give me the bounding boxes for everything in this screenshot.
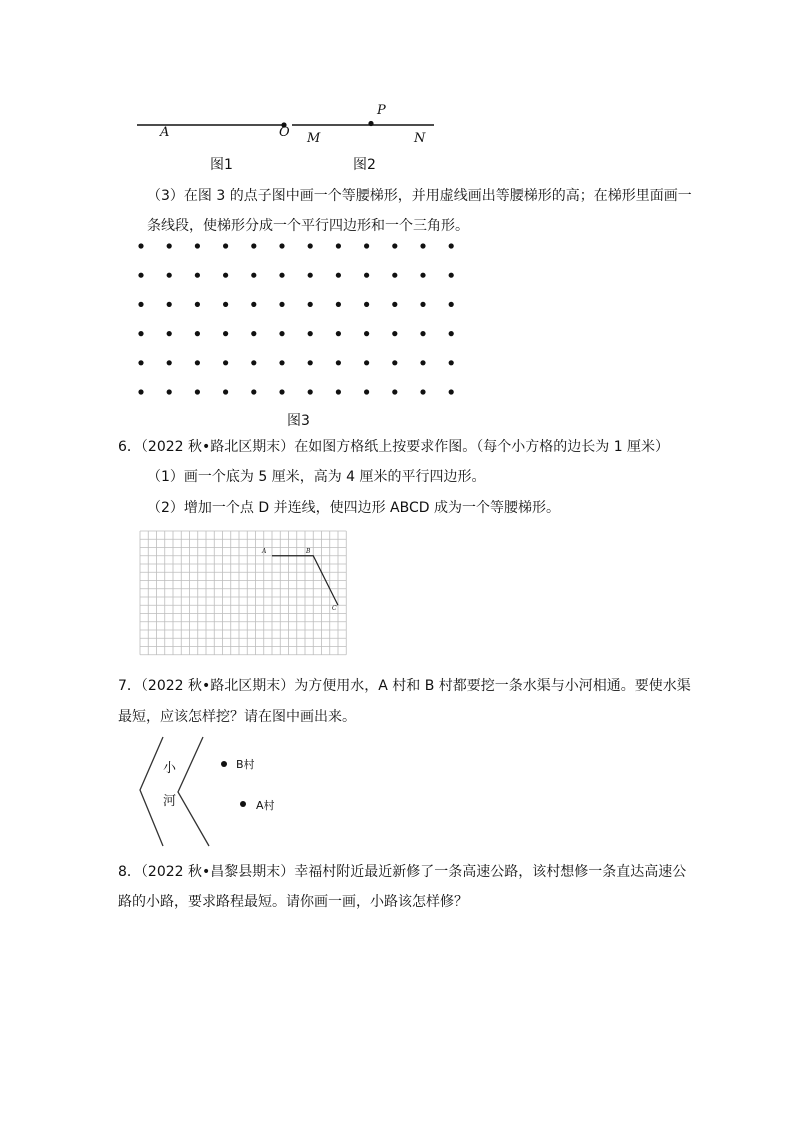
river-label-char2: 河 xyxy=(163,794,177,809)
grid-point-b-label: B xyxy=(306,548,311,555)
river-label-char1: 小 xyxy=(163,761,177,776)
q5-part3-line2: 条线段，使梯形分成一个平行四边形和一个三角形。 xyxy=(147,218,469,234)
grid-point-c-label: C xyxy=(332,605,337,612)
grid-point-a-label: A xyxy=(262,548,267,555)
q6-line1: 6．（2022 秋•路北区期末）在如图方格纸上按要求作图。（每个小方格的边长为 1 厘米） xyxy=(118,439,670,455)
q6-part2: （2）增加一个点 D 并连线，使四边形 ABCD 成为一个等腰梯形。 xyxy=(147,500,560,516)
village-a-label: A村 xyxy=(256,799,275,812)
point-n-label: N xyxy=(414,131,426,146)
q5-part3-line1: （3）在图 3 的点子图中画一个等腰梯形，并用虚线画出等腰梯形的高；在梯形里面画一 xyxy=(147,188,692,204)
figure-1-caption: 图1 xyxy=(210,157,233,173)
q6-part1: （1）画一个底为 5 厘米，高为 4 厘米的平行四边形。 xyxy=(147,469,486,485)
q8-line1: 8．（2022 秋•昌黎县期末）幸福村附近最近新修了一条高速公路，该村想修一条直达高速公 xyxy=(118,864,687,880)
q7-line1: 7．（2022 秋•路北区期末）为方便用水，A 村和 B 村都要挖一条水渠与小河相通。要使水渠 xyxy=(118,678,691,694)
village-b-label: B村 xyxy=(236,758,255,771)
point-a-label: A xyxy=(160,125,170,140)
figure-3-caption: 图3 xyxy=(287,413,310,429)
q8-line2: 路的小路，要求路程最短。请你画一画，小路该怎样修？ xyxy=(118,894,468,910)
point-m-label: M xyxy=(307,131,321,146)
point-p-label: P xyxy=(377,103,386,118)
q7-line2: 最短，应该怎样挖？请在图中画出来。 xyxy=(118,709,356,725)
point-o-label: O xyxy=(279,125,290,140)
figure-2-caption: 图2 xyxy=(353,157,376,173)
